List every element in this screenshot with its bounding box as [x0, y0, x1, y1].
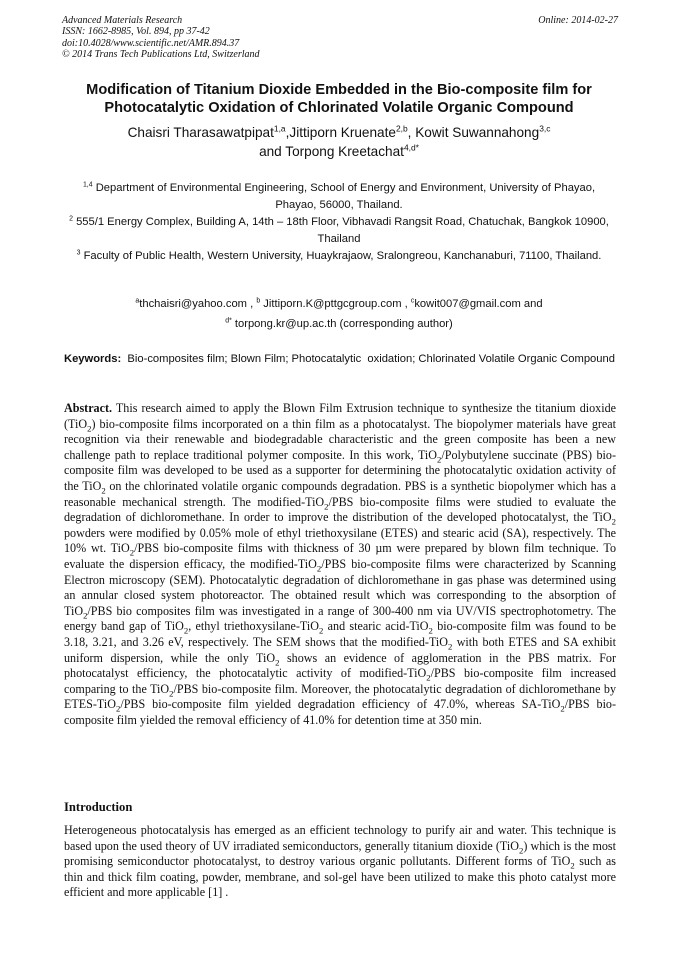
author-name: Jittiporn Kruenate	[289, 125, 396, 140]
email-address[interactable]: kowit007@gmail.com	[414, 298, 521, 310]
email-sup: b	[256, 297, 261, 305]
author-line-1	[50, 124, 628, 143]
author-name: Kowit Suwannahong	[415, 125, 540, 140]
online-date: Online: 2014-02-27	[538, 15, 618, 26]
author-sup: 4,d*	[403, 141, 419, 152]
affiliation-sup: 1,4	[82, 181, 93, 189]
affiliation-sup: 3	[76, 249, 81, 257]
introduction-text: Heterogeneous photocatalysis has emerged as an efficient technology to purify air and water. This technique is based upon the used theory of UV irradiated semiconductors, generally titanium dioxide (TiO$_2$) which is the most promising semiconductor photocatalyst, to destroy various organic pollutants. Different forms of TiO$_2$ such as thin and thick film coating, powder, membrane, and sol-gel have been utilized to make this photo catalyst more efficient and more applicable [1] .	[64, 823, 616, 900]
author-list	[50, 124, 628, 161]
journal-header	[62, 15, 618, 60]
author-sup: 3,c	[539, 123, 551, 134]
email-sup: c	[410, 297, 415, 305]
email-address[interactable]: Jittiporn.K@pttgcgroup.com	[263, 298, 402, 310]
affiliation-text: 555/1 Energy Complex, Building A, 14th – 18th Floor, Vibhavadi Rangsit Road, Chatuchak, Bangkok 10900, Thailand	[76, 216, 609, 245]
article-doi: doi:10.4028/www.scientific.net/AMR.894.37	[62, 37, 240, 49]
email-address[interactable]: torpong.kr@up.ac.th	[234, 318, 337, 330]
email-line	[64, 316, 614, 333]
author-line-2	[50, 143, 628, 162]
affiliation	[64, 248, 614, 265]
paper-title: Modification of Titanium Dioxide Embedded in the Bio-composite film for Photocatalytic Oxidation of Chlorinated Volatile Organic Compound	[86, 82, 592, 116]
keywords-label: Keywords:	[64, 353, 122, 365]
affiliation	[64, 180, 614, 213]
email-address[interactable]: thchaisri@yahoo.com	[139, 298, 247, 310]
affiliation-text: Department of Environmental Engineering, School of Energy and Environment, University of Phayao, Phayao, 56000, Thailand.	[95, 182, 596, 211]
email-sep: (corresponding author)	[336, 318, 453, 330]
keywords	[64, 352, 616, 367]
email-line	[64, 296, 614, 313]
author-sup: 2,b	[395, 123, 408, 134]
author-sep: ,	[407, 125, 416, 140]
journal-issn: ISSN: 1662-8985, Vol. 894, pp 37-42	[62, 26, 210, 38]
author-name: Torpong Kreetachat	[285, 143, 404, 159]
abstract-text: This research aimed to apply the Blown Film Extrusion technique to synthesize the titanium dioxide (TiO$_2$) bio-composite films incorporated on a thin film as a photocatalyst. The biopolymer materials have great recognition via their renewable and biodegradable characteristic and the green composite has been a new challenge path to replace traditional polymer composite. In this work, TiO$_2$/Polybutylene succinate (PBS) bio-composite film was developed to be used as a supporter for determining the photocatalytic oxidation activity of the TiO$_2$ on the chlorinated volatile organic compounds degradation. PBS is a synthetic biopolymer which has a reasonable mechanical strength. The modified-TiO$_2$/PBS bio-composite films were studied to evaluate the degradation of dichloromethane. In order to improve the distribution of the developed photocatalyst, the TiO$_2$ powders were modified by 0.05% mole of ethyl triethoxysilane (ETES) and stearic acid (SA), respectively. The 10% wt. TiO$_2$/PBS bio-composite films with thickness of 30 µm were prepared by blown film technique. To evaluate the dispersion efficacy, the modified-TiO$_2$/PBS bio-composite films were characterized by Scanning Electron microscopy (SEM). Photocatalytic degradation of dichloromethane in gas phase was determined using an annular closed system photoreactor. The obtained result which was corresponding to the absorption of TiO$_2$/PBS bio composites film was investigated in a range of 300-400 nm via UV/VIS spectrophotometry. The energy band gap of TiO$_2$, ethyl triethoxysilane-TiO$_2$ and stearic acid-TiO$_2$ bio-composite film was found to be 3.18, 3.21, and 3.26 eV, respectively. The SEM shows that the modified-TiO$_2$ with both ETES and SA exhibit uniform dispersion, while the only TiO$_2$ shows an evidence of agglomeration in the PBS matrix. For photocatalyst efficiency, the photocatalytic activity of modified-TiO$_2$/PBS bio-composite film increased comparing to the TiO$_2$/PBS bio-composite film. Moreover, the photocatalytic degradation of dichloromethane by ETES-TiO$_2$/PBS bio-composite film yielded degradation efficiency of 47.0%, whereas SA-TiO$_2$/PBS bio-composite film yielded the removal efficiency of 41.0% for detention time at 350 min.	[64, 401, 617, 727]
journal-name: Advanced Materials Research	[62, 15, 183, 26]
email-sup: a	[135, 297, 140, 305]
introduction-heading: Introduction	[64, 800, 133, 814]
affiliation	[64, 214, 614, 247]
abstract-label: Abstract.	[64, 401, 113, 415]
affiliation-sup: 2	[69, 215, 73, 223]
author-sup: 1,a	[273, 123, 286, 134]
email-sep: and	[520, 298, 543, 310]
email-sep: ,	[401, 298, 411, 310]
abstract	[64, 401, 616, 728]
copyright-line: © 2014 Trans Tech Publications Ltd, Switzerland	[62, 48, 260, 60]
email-sup: d*	[225, 317, 232, 325]
keywords-text: Bio-composites film; Blown Film; Photocatalytic oxidation; Chlorinated Volatile Organic Compound	[127, 353, 615, 365]
affiliation-text: Faculty of Public Health, Western University, Huaykrajaow, Sralongreou, Kanchanaburi, 71100, Thailand.	[83, 250, 602, 262]
author-name: Chaisri Tharasawatpipat	[127, 125, 274, 140]
author-and: and	[259, 143, 282, 159]
author-sep: ,	[285, 125, 290, 140]
email-sep: ,	[247, 298, 257, 310]
